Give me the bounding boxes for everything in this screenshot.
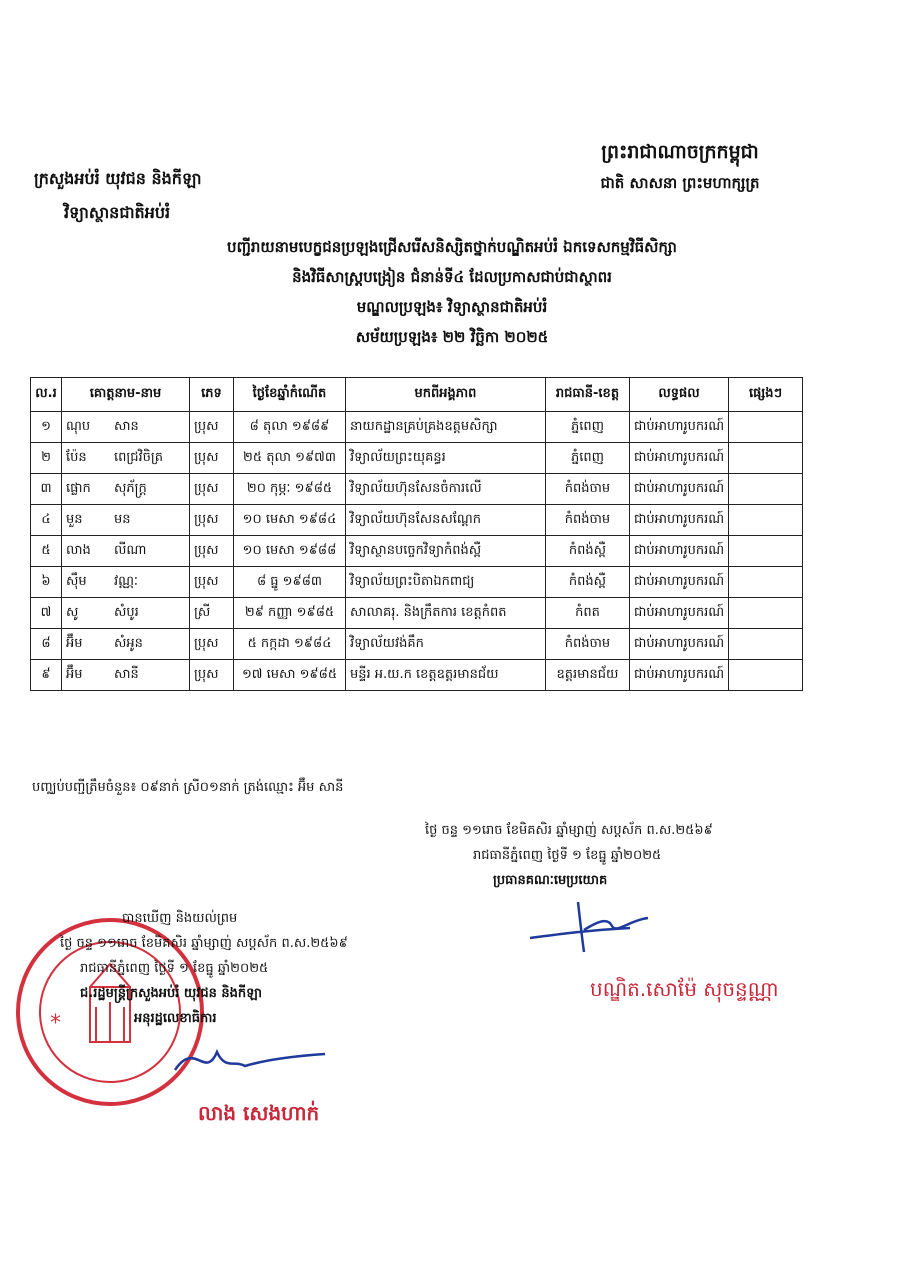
cell-province: កំពង់ស្ពឺ bbox=[546, 567, 630, 598]
national-motto: ជាតិ សាសនា ព្រះមហាក្សត្រ bbox=[600, 174, 760, 192]
given-name: សានី bbox=[114, 666, 139, 682]
approver-name: លាង សេងហាក់ bbox=[198, 1101, 320, 1125]
cell-result: ជាប់អាហារូបករណ៍ bbox=[630, 505, 729, 536]
ministry-header bbox=[34, 168, 201, 226]
cell-unit: វិទ្យាល័យព្រះយុគន្ធរ bbox=[346, 443, 546, 474]
approval-role-2: អនុរដ្ឋលេខាធិការ bbox=[134, 1011, 217, 1026]
cell-province: កំពត bbox=[546, 598, 630, 629]
given-name: សាន bbox=[114, 418, 139, 434]
svg-text:*: * bbox=[50, 1011, 61, 1036]
header-no: ល.រ bbox=[31, 378, 62, 412]
cell-no: ៩ bbox=[31, 660, 62, 691]
table-row bbox=[31, 412, 803, 443]
cell-result: ជាប់អាហារូបករណ៍ bbox=[630, 567, 729, 598]
cell-province: ភ្នំពេញ bbox=[546, 412, 630, 443]
cell-other bbox=[729, 474, 803, 505]
approval-lunar-date: ថ្ងៃ ចន្ទ ១១រោច ខែមិគសិរ ឆ្នាំម្សាញ់ សប្តស័ក ព.ស.២៥៦៩ bbox=[60, 936, 348, 951]
cell-no: ២ bbox=[31, 443, 62, 474]
cell-unit: វិទ្យាល័យហ៊ុនសែនចំការលើ bbox=[346, 474, 546, 505]
cell-name bbox=[62, 660, 190, 691]
approval-role-1: ជ.រដ្ឋមន្ត្រីក្រសួងអប់រំ យុវជន និងកីឡា bbox=[80, 986, 263, 1001]
cell-unit: វិទ្យាល័យហ៊ុនសែនសណ្ដែក bbox=[346, 505, 546, 536]
cell-dob: ១០ មេសា ១៩៨៨ bbox=[234, 536, 346, 567]
given-name: លីណា bbox=[114, 542, 147, 558]
cell-province: កំពង់ស្ពឺ bbox=[546, 536, 630, 567]
cell-no: ៤ bbox=[31, 505, 62, 536]
cell-unit: នាយកដ្ឋានគ្រប់គ្រងឧត្តមសិក្សា bbox=[346, 412, 546, 443]
surname: លាង bbox=[66, 542, 91, 558]
cell-other bbox=[729, 598, 803, 629]
kingdom-header bbox=[560, 140, 800, 196]
header-dob: ថ្ងៃខែឆ្នាំកំណើត bbox=[234, 378, 346, 412]
header-unit: មកពីអង្គភាព bbox=[346, 378, 546, 412]
institute-name: វិទ្យាស្ថានជាតិអប់រំ bbox=[64, 203, 171, 222]
cell-sex: ស្រី bbox=[190, 598, 234, 629]
given-name: មន bbox=[114, 511, 131, 527]
cell-name bbox=[62, 567, 190, 598]
chair-name: បណ្ឌិត.សោម៉ែ សុចន្ទណ្ណា bbox=[590, 977, 779, 1001]
cell-name bbox=[62, 629, 190, 660]
cell-unit: វិទ្យាល័យវង់គឹក bbox=[346, 629, 546, 660]
cell-name bbox=[62, 598, 190, 629]
cell-sex: ប្រុស bbox=[190, 443, 234, 474]
chair-signature bbox=[520, 890, 670, 960]
cell-province: កំពង់ចាម bbox=[546, 474, 630, 505]
cell-result: ជាប់អាហារូបករណ៍ bbox=[630, 660, 729, 691]
cell-name bbox=[62, 474, 190, 505]
cell-other bbox=[729, 660, 803, 691]
cell-other bbox=[729, 505, 803, 536]
header-name: គោត្តនាម-នាម bbox=[62, 378, 190, 412]
header-sex: ភេទ bbox=[190, 378, 234, 412]
table-row bbox=[31, 443, 803, 474]
committee-role: ប្រធានគណៈមេប្រយោគ bbox=[493, 873, 608, 888]
cell-result: ជាប់អាហារូបករណ៍ bbox=[630, 474, 729, 505]
cell-result: ជាប់អាហារូបករណ៍ bbox=[630, 412, 729, 443]
cell-other bbox=[729, 629, 803, 660]
cell-dob: ២០ កុម្ភៈ ១៩៨៥ bbox=[234, 474, 346, 505]
cell-no: ៦ bbox=[31, 567, 62, 598]
cell-province: កំពង់ចាម bbox=[546, 629, 630, 660]
cell-sex: ប្រុស bbox=[190, 567, 234, 598]
cell-dob: ១០ មេសា ១៩៨៤ bbox=[234, 505, 346, 536]
title-line-1: បញ្ជីរាយនាមបេក្ខជនប្រឡងជ្រើសរើសនិស្សិតថ្នាក់បណ្ឌិតអប់រំ ឯកទេសកម្មវិធីសិក្សា bbox=[227, 238, 677, 256]
given-name: វណ្ណៈ bbox=[114, 573, 138, 589]
cell-dob: ២៥ តុលា ១៩៧៣ bbox=[234, 443, 346, 474]
cell-dob: ១៧ មេសា ១៩៨៥ bbox=[234, 660, 346, 691]
table-row bbox=[31, 505, 803, 536]
list-closing-note: បញ្ឈប់បញ្ជីត្រឹមចំនួន៖ ០៩នាក់ ស្រី០១នាក់ ត្រង់ឈ្មោះ អ៊ឹម សានី bbox=[32, 780, 344, 795]
cell-no: ៨ bbox=[31, 629, 62, 660]
surname: ស៊ឹម bbox=[66, 573, 87, 589]
table-row bbox=[31, 598, 803, 629]
cell-sex: ប្រុស bbox=[190, 505, 234, 536]
cell-name bbox=[62, 443, 190, 474]
given-name: សុភ័ក្ត្រ bbox=[114, 480, 147, 496]
cell-name bbox=[62, 505, 190, 536]
cell-unit: វិទ្យាស្ថានបច្ចេកវិទ្យាកំពង់ស្ពឺ bbox=[346, 536, 546, 567]
cell-result: ជាប់អាហារូបករណ៍ bbox=[630, 598, 729, 629]
cell-no: ៥ bbox=[31, 536, 62, 567]
surname: ផ្លោក bbox=[66, 480, 91, 496]
cell-other bbox=[729, 412, 803, 443]
cell-unit: មន្ទីរ អ.យ.ក ខេត្តឧត្តរមានជ័យ bbox=[346, 660, 546, 691]
date-block bbox=[425, 822, 713, 897]
surname: សូ bbox=[66, 604, 79, 620]
candidate-table bbox=[30, 377, 803, 691]
cell-dob: ៨ ធ្នូ ១៩៨៣ bbox=[234, 567, 346, 598]
cell-result: ជាប់អាហារូបករណ៍ bbox=[630, 443, 729, 474]
header-result: លទ្ធផល bbox=[630, 378, 729, 412]
cell-sex: ប្រុស bbox=[190, 412, 234, 443]
header-province: រាជធានី-ខេត្ត bbox=[546, 378, 630, 412]
cell-no: ១ bbox=[31, 412, 62, 443]
cell-dob: ៨ តុលា ១៩៨៩ bbox=[234, 412, 346, 443]
surname: អ៊ឹម bbox=[66, 666, 83, 682]
cell-sex: ប្រុស bbox=[190, 474, 234, 505]
cell-province: ឧត្តរមានជ័យ bbox=[546, 660, 630, 691]
cell-name bbox=[62, 412, 190, 443]
approval-seen: បានឃើញ និងយល់ព្រម bbox=[122, 911, 238, 926]
table-header-row bbox=[31, 378, 803, 412]
table-row bbox=[31, 567, 803, 598]
cell-no: ៧ bbox=[31, 598, 62, 629]
given-name: សំអូន bbox=[114, 635, 143, 651]
cell-result: ជាប់អាហារូបករណ៍ bbox=[630, 629, 729, 660]
cell-province: ភ្នំពេញ bbox=[546, 443, 630, 474]
ministry-name: ក្រសួងអប់រំ យុវជន និងកីឡា bbox=[34, 169, 202, 188]
cell-other bbox=[729, 567, 803, 598]
title-line-4: សម័យប្រឡង៖ ២២ វិច្ឆិកា ២០២៥ bbox=[355, 328, 549, 346]
given-name: ពេជ្រវិចិត្រ bbox=[114, 449, 164, 465]
approver-signature bbox=[165, 1030, 335, 1090]
cell-sex: ប្រុស bbox=[190, 629, 234, 660]
surname: ប៉ែន bbox=[66, 449, 87, 465]
table-row bbox=[31, 629, 803, 660]
table-row bbox=[31, 536, 803, 567]
table-row bbox=[31, 660, 803, 691]
lunar-date: ថ្ងៃ ចន្ទ ១១រោច ខែមិគសិរ ឆ្នាំម្សាញ់ សប្តស័ក ព.ស.២៥៦៩ bbox=[425, 823, 713, 838]
surname: ណុប bbox=[66, 418, 91, 434]
cell-other bbox=[729, 443, 803, 474]
approval-block bbox=[60, 910, 348, 1035]
cell-dob: ៥ កក្កដា ១៩៨៤ bbox=[234, 629, 346, 660]
cell-name bbox=[62, 536, 190, 567]
table-row bbox=[31, 474, 803, 505]
cell-unit: វិទ្យាល័យព្រះបិតាឯកពាជ្យ bbox=[346, 567, 546, 598]
solar-date: រាជធានីភ្នំពេញ ថ្ងៃទី ១ ខែធ្នូ ឆ្នាំ២០២៥ bbox=[473, 848, 662, 863]
cell-other bbox=[729, 536, 803, 567]
title-line-3: មណ្ឌលប្រឡង៖ វិទ្យាស្ថានជាតិអប់រំ bbox=[356, 298, 548, 316]
surname: មួន bbox=[66, 511, 83, 527]
given-name: សំបូរ bbox=[114, 604, 139, 620]
cell-sex: ប្រុស bbox=[190, 660, 234, 691]
cell-no: ៣ bbox=[31, 474, 62, 505]
cell-result: ជាប់អាហារូបករណ៍ bbox=[630, 536, 729, 567]
title-line-2: និងវិធីសាស្ត្របង្រៀន ជំនាន់ទី៤ ដែលប្រកាសជាប់ជាស្ថាពរ bbox=[292, 268, 612, 286]
cell-province: កំពង់ចាម bbox=[546, 505, 630, 536]
header-other: ផ្សេងៗ bbox=[729, 378, 803, 412]
kingdom-title: ព្រះរាជាណាចក្រកម្ពុជា bbox=[601, 141, 759, 163]
surname: អ៊ឹម bbox=[66, 635, 83, 651]
cell-unit: សាលាគរុ. និងក្រឹតការ ខេត្តកំពត bbox=[346, 598, 546, 629]
approval-solar-date: រាជធានីភ្នំពេញ ថ្ងៃទី ១ ខែធ្នូ ឆ្នាំ២០២៥ bbox=[80, 961, 269, 976]
cell-dob: ២៩ កញ្ញា ១៩៨៥ bbox=[234, 598, 346, 629]
cell-sex: ប្រុស bbox=[190, 536, 234, 567]
